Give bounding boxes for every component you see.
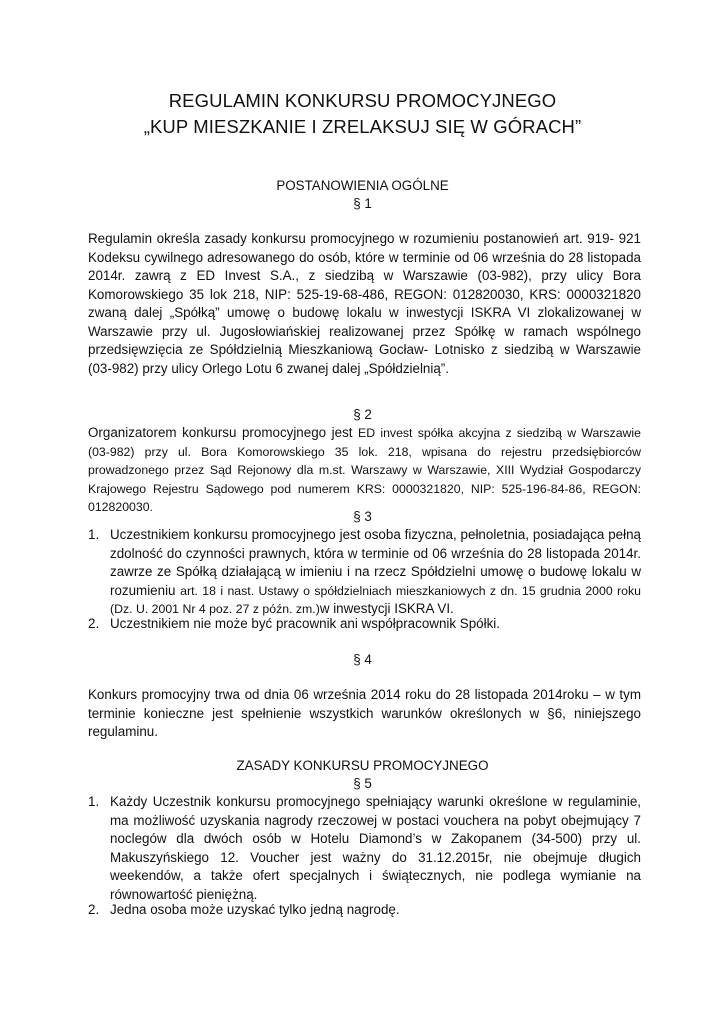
list-item-text: Uczestnikiem nie może być pracownik ani współpracownik Spółki. bbox=[110, 616, 500, 631]
list-number: 2. bbox=[88, 902, 100, 917]
paragraph-mark-3: § 3 bbox=[353, 509, 372, 524]
paragraph-1-text: Regulamin określa zasady konkursu promocyjnego w rozumieniu postanowień art. 919- 921 Kodeksu cywilnego adresowanego do osób, które w terminie od 06 września do 28 listopada 2014r. zawrą z ED Invest S.A., z siedzibą w Warszawie (03-982), przy ulicy Bora Komorowskiego 35 lok 218, NIP: 525-19-68-486, REGON: 012820030, KRS: 0000321820 zwaną dalej „Spółką” umowę o budowę lokalu w inwestycji ISKRA VI zlokalizowanej w Warszawie przy ul. Jugosłowiańskiej realizowanej przez Spółkę w ramach wspólnego przedsięwzięcia ze Spółdzielnią Mieszkaniową Gocław- Lotnisko z siedzibą w Warszawie (03-982) przy ulicy Orlego Lotu 6 zwanej dalej „Spółdzielnią”. bbox=[88, 231, 641, 376]
paragraph-mark-2: § 2 bbox=[353, 407, 372, 422]
list-item-text: Każdy Uczestnik konkursu promocyjnego spełniający warunki określone w regulaminie, ma możliwość uzyskania nagrody rzeczowej w postaci vouchera na pobyt obejmujący 7 noclegów dla dwóch osób w Hotelu Diamond’s w Zakopanem (34-500) przy ul. Makuszyńskiego 12. Voucher jest ważny do 31.12.2015r, nie obejmuje długich weekendów, a także ofert specjalnych i świątecznych, nie podlega wymianie na równowartość pieniężną. bbox=[110, 794, 641, 902]
paragraph-2-text-organizer: ED invest spółka akcyjna z siedzibą w Warszawie (03-982) przy ul. Bora Komorowskiego 35 lok. 218, wpisana do rejestru przedsiębiorców prowadzonego przez Sąd Rejonowy dla m.st. Warszawy w Warszawie, XIII Wydział Gospodarczy Krajowego Rejestru Sądowego pod numerem KRS: 0000321820, NIP: 525-196-84-86, REGON: 012820030. bbox=[88, 426, 641, 514]
document-title-line-1: REGULAMIN KONKURSU PROMOCYJNEGO bbox=[168, 90, 557, 111]
paragraph-2-text-intro: Organizatorem konkursu promocyjnego jest bbox=[88, 425, 359, 440]
list-item-text: Jedna osoba może uzyskać tylko jedną nagrodę. bbox=[110, 902, 400, 917]
paragraph-2-text bbox=[88, 424, 641, 517]
paragraph-4-text: Konkurs promocyjny trwa od dnia 06 września 2014 roku do 28 listopada 2014roku – w tym terminie konieczne jest spełnienie wszystkich warunków określonych w §6, niniejszego regulaminu. bbox=[88, 687, 641, 739]
list-item-text-part-a: Uczestnikiem konkursu promocyjnego jest osoba fizyczna, pełnoletnia, posiadająca pełną zdolność do czynności prawnych, która w terminie od 06 września do 28 listopada 2014r. zawrze ze Spółką działającą w imieniu i na rzecz Spółdzielni umowę o budowę lokalu w rozumieniu bbox=[110, 527, 641, 598]
list-item-text bbox=[110, 526, 641, 619]
paragraph-mark-4: § 4 bbox=[353, 652, 372, 667]
list-number: 2. bbox=[88, 616, 100, 631]
paragraph-mark-5: § 5 bbox=[353, 776, 372, 791]
paragraph-mark-1: § 1 bbox=[353, 196, 372, 211]
section-heading-contest-rules: ZASADY KONKURSU PROMOCYJNEGO bbox=[236, 758, 489, 773]
list-number: 1. bbox=[88, 794, 100, 809]
document-title-line-2: „KUP MIESZKANIE I ZRELAKSUJ SIĘ W GÓRACH” bbox=[143, 116, 582, 137]
list-number: 1. bbox=[88, 527, 100, 542]
section-heading-general-provisions: POSTANOWIENIA OGÓLNE bbox=[276, 178, 449, 193]
list-item-text-part-b: art. 18 i nast. Ustawy o spółdzielniach mieszkaniowych z dn. 15 grudnia 2000 roku (Dz. U. 2001 Nr 4 poz. 27 z późn. zm.) bbox=[110, 583, 641, 616]
list-item-text-part-c: w inwestycji ISKRA VI. bbox=[319, 601, 454, 616]
